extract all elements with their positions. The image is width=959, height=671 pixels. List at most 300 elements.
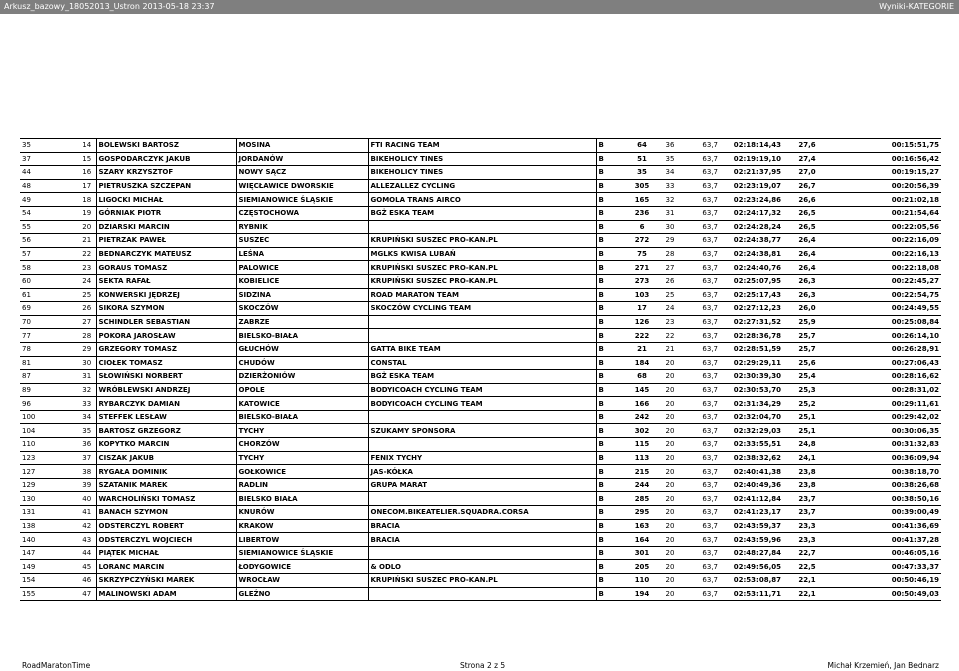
cell-diff: 00:24:49,55 — [831, 302, 941, 316]
cell-time: 02:38:32,62 — [720, 451, 783, 465]
table-row — [20, 356, 941, 370]
cell-pos: 138 — [20, 519, 78, 533]
cell-num: 41 — [78, 506, 96, 520]
cell-diff: 00:41:36,69 — [831, 519, 941, 533]
cell-dist: 63,7 — [682, 329, 720, 343]
cell-cat: B — [596, 478, 626, 492]
cell-pts: 20 — [658, 478, 682, 492]
cell-name: RYGAŁA DOMINIK — [96, 465, 236, 479]
cell-num: 39 — [78, 478, 96, 492]
cell-speed: 22,1 — [783, 587, 831, 601]
cell-team: GRUPA MARAT — [368, 478, 596, 492]
cell-time: 02:24:40,76 — [720, 261, 783, 275]
cell-speed: 25,9 — [783, 315, 831, 329]
cell-time: 02:28:51,59 — [720, 342, 783, 356]
table-row — [20, 179, 941, 193]
cell-start: 222 — [626, 329, 658, 343]
table-row — [20, 370, 941, 384]
cell-diff: 00:22:18,08 — [831, 261, 941, 275]
cell-num: 24 — [78, 274, 96, 288]
cell-diff: 00:22:45,27 — [831, 274, 941, 288]
cell-time: 02:27:12,23 — [720, 302, 783, 316]
cell-name: SKRZYPCZYŃSKI MAREK — [96, 574, 236, 588]
cell-start: 75 — [626, 247, 658, 261]
cell-team — [368, 315, 596, 329]
results-table — [20, 138, 941, 601]
cell-cat: B — [596, 342, 626, 356]
cell-start: 68 — [626, 370, 658, 384]
cell-town: BIELSKO-BIAŁA — [236, 329, 368, 343]
cell-cat: B — [596, 302, 626, 316]
cell-num: 36 — [78, 438, 96, 452]
cell-team: KRUPIŃSKI SUSZEC PRO-KAN.PL — [368, 234, 596, 248]
cell-num: 46 — [78, 574, 96, 588]
cell-team: SZUKAMY SPONSORA — [368, 424, 596, 438]
cell-town: LIBERTOW — [236, 533, 368, 547]
cell-dist: 63,7 — [682, 220, 720, 234]
cell-pos: 127 — [20, 465, 78, 479]
cell-cat: B — [596, 465, 626, 479]
cell-name: BOLEWSKI BARTOSZ — [96, 139, 236, 153]
cell-dist: 63,7 — [682, 519, 720, 533]
cell-num: 35 — [78, 424, 96, 438]
cell-town: GLEŹNO — [236, 587, 368, 601]
cell-start: 305 — [626, 179, 658, 193]
cell-diff: 00:28:16,62 — [831, 370, 941, 384]
cell-team: BRACIA — [368, 533, 596, 547]
table-row — [20, 206, 941, 220]
cell-num: 17 — [78, 179, 96, 193]
cell-diff: 00:30:06,35 — [831, 424, 941, 438]
cell-start: 194 — [626, 587, 658, 601]
cell-cat: B — [596, 179, 626, 193]
cell-speed: 25,7 — [783, 342, 831, 356]
cell-speed: 26,4 — [783, 261, 831, 275]
table-row — [20, 478, 941, 492]
table-row — [20, 342, 941, 356]
cell-dist: 63,7 — [682, 274, 720, 288]
cell-start: 6 — [626, 220, 658, 234]
cell-pos: 61 — [20, 288, 78, 302]
cell-time: 02:24:38,77 — [720, 234, 783, 248]
cell-num: 38 — [78, 465, 96, 479]
cell-name: GRZEGORY TOMASZ — [96, 342, 236, 356]
cell-name: GÓRNIAK PIOTR — [96, 206, 236, 220]
cell-dist: 63,7 — [682, 302, 720, 316]
cell-name: DZIARSKI MARCIN — [96, 220, 236, 234]
cell-town: RADLIN — [236, 478, 368, 492]
cell-dist: 63,7 — [682, 451, 720, 465]
cell-time: 02:41:23,17 — [720, 506, 783, 520]
cell-name: GORAUS TOMASZ — [96, 261, 236, 275]
cell-speed: 23,3 — [783, 533, 831, 547]
cell-time: 02:53:11,71 — [720, 587, 783, 601]
results-body — [20, 139, 941, 601]
cell-dist: 63,7 — [682, 370, 720, 384]
cell-diff: 00:22:16,13 — [831, 247, 941, 261]
cell-name: SZATANIK MAREK — [96, 478, 236, 492]
cell-team: CONSTAL — [368, 356, 596, 370]
cell-dist: 63,7 — [682, 247, 720, 261]
cell-speed: 26,5 — [783, 206, 831, 220]
cell-time: 02:25:17,43 — [720, 288, 783, 302]
cell-cat: B — [596, 506, 626, 520]
cell-town: JORDANÓW — [236, 152, 368, 166]
cell-dist: 63,7 — [682, 465, 720, 479]
cell-team: BODYICOACH CYCLING TEAM — [368, 383, 596, 397]
cell-cat: B — [596, 356, 626, 370]
cell-pts: 20 — [658, 424, 682, 438]
cell-num: 26 — [78, 302, 96, 316]
cell-pos: 55 — [20, 220, 78, 234]
cell-num: 40 — [78, 492, 96, 506]
cell-start: 35 — [626, 166, 658, 180]
cell-pts: 30 — [658, 220, 682, 234]
cell-start: 164 — [626, 533, 658, 547]
cell-pos: 48 — [20, 179, 78, 193]
cell-diff: 00:25:08,84 — [831, 315, 941, 329]
cell-name: BANACH SZYMON — [96, 506, 236, 520]
cell-team — [368, 546, 596, 560]
cell-speed: 25,1 — [783, 424, 831, 438]
cell-name: PIETRZAK PAWEŁ — [96, 234, 236, 248]
cell-num: 19 — [78, 206, 96, 220]
cell-team — [368, 492, 596, 506]
cell-town: NOWY SĄCZ — [236, 166, 368, 180]
cell-num: 22 — [78, 247, 96, 261]
cell-name: RYBARCZYK DAMIAN — [96, 397, 236, 411]
cell-start: 115 — [626, 438, 658, 452]
cell-pts: 20 — [658, 492, 682, 506]
cell-pos: 60 — [20, 274, 78, 288]
cell-cat: B — [596, 193, 626, 207]
cell-pts: 20 — [658, 451, 682, 465]
cell-start: 205 — [626, 560, 658, 574]
table-row — [20, 506, 941, 520]
cell-speed: 26,3 — [783, 274, 831, 288]
cell-dist: 63,7 — [682, 179, 720, 193]
cell-speed: 26,4 — [783, 234, 831, 248]
cell-time: 02:19:19,10 — [720, 152, 783, 166]
cell-pos: 49 — [20, 193, 78, 207]
cell-team: SKOCZÓW CYCLING TEAM — [368, 302, 596, 316]
cell-diff: 00:46:05,16 — [831, 546, 941, 560]
cell-num: 45 — [78, 560, 96, 574]
cell-team: BRACIA — [368, 519, 596, 533]
cell-diff: 00:29:42,02 — [831, 410, 941, 424]
cell-pos: 154 — [20, 574, 78, 588]
cell-diff: 00:38:18,70 — [831, 465, 941, 479]
cell-town: TYCHY — [236, 424, 368, 438]
cell-dist: 63,7 — [682, 438, 720, 452]
cell-dist: 63,7 — [682, 560, 720, 574]
cell-time: 02:28:36,78 — [720, 329, 783, 343]
cell-pos: 129 — [20, 478, 78, 492]
cell-diff: 00:20:56,39 — [831, 179, 941, 193]
cell-town: SKOCZÓW — [236, 302, 368, 316]
cell-town: RYBNIK — [236, 220, 368, 234]
cell-cat: B — [596, 288, 626, 302]
cell-pos: 155 — [20, 587, 78, 601]
table-row — [20, 247, 941, 261]
cell-pos: 58 — [20, 261, 78, 275]
cell-town: SIDZINA — [236, 288, 368, 302]
table-row — [20, 438, 941, 452]
cell-pos: 81 — [20, 356, 78, 370]
cell-start: 17 — [626, 302, 658, 316]
table-row — [20, 492, 941, 506]
cell-dist: 63,7 — [682, 206, 720, 220]
cell-cat: B — [596, 166, 626, 180]
table-row — [20, 288, 941, 302]
table-row — [20, 465, 941, 479]
cell-name: SZARY KRZYSZTOF — [96, 166, 236, 180]
table-row — [20, 166, 941, 180]
document-title: Arkusz_bazowy_18052013_Ustron 2013-05-18 23:37 — [4, 2, 215, 11]
cell-cat: B — [596, 533, 626, 547]
cell-start: 51 — [626, 152, 658, 166]
cell-speed: 25,7 — [783, 329, 831, 343]
cell-start: 165 — [626, 193, 658, 207]
cell-dist: 63,7 — [682, 383, 720, 397]
cell-pos: 56 — [20, 234, 78, 248]
cell-name: POKORA JAROSŁAW — [96, 329, 236, 343]
cell-speed: 25,6 — [783, 356, 831, 370]
cell-pos: 77 — [20, 329, 78, 343]
cell-speed: 26,5 — [783, 220, 831, 234]
cell-time: 02:30:39,30 — [720, 370, 783, 384]
cell-num: 23 — [78, 261, 96, 275]
cell-num: 47 — [78, 587, 96, 601]
cell-name: SIKORA SZYMON — [96, 302, 236, 316]
cell-cat: B — [596, 220, 626, 234]
cell-pts: 27 — [658, 261, 682, 275]
cell-town: KATOWICE — [236, 397, 368, 411]
cell-pts: 23 — [658, 315, 682, 329]
cell-time: 02:48:27,84 — [720, 546, 783, 560]
cell-team: BGŻ ESKA TEAM — [368, 370, 596, 384]
cell-time: 02:53:08,87 — [720, 574, 783, 588]
cell-cat: B — [596, 438, 626, 452]
cell-start: 103 — [626, 288, 658, 302]
table-row — [20, 152, 941, 166]
cell-speed: 24,8 — [783, 438, 831, 452]
cell-town: BIELSKO BIAŁA — [236, 492, 368, 506]
cell-team — [368, 438, 596, 452]
cell-pts: 20 — [658, 506, 682, 520]
cell-pos: 130 — [20, 492, 78, 506]
cell-town: ŁODYGOWICE — [236, 560, 368, 574]
cell-time: 02:40:49,36 — [720, 478, 783, 492]
cell-diff: 00:50:49,03 — [831, 587, 941, 601]
cell-speed: 26,7 — [783, 179, 831, 193]
cell-cat: B — [596, 370, 626, 384]
cell-diff: 00:41:37,28 — [831, 533, 941, 547]
cell-time: 02:23:24,86 — [720, 193, 783, 207]
cell-pos: 140 — [20, 533, 78, 547]
cell-dist: 63,7 — [682, 506, 720, 520]
cell-pts: 24 — [658, 302, 682, 316]
cell-speed: 23,3 — [783, 519, 831, 533]
cell-pts: 21 — [658, 342, 682, 356]
cell-pos: 104 — [20, 424, 78, 438]
cell-town: KRAKOW — [236, 519, 368, 533]
cell-pts: 32 — [658, 193, 682, 207]
cell-pts: 20 — [658, 519, 682, 533]
cell-start: 301 — [626, 546, 658, 560]
cell-team — [368, 329, 596, 343]
cell-start: 242 — [626, 410, 658, 424]
cell-pos: 35 — [20, 139, 78, 153]
cell-speed: 24,1 — [783, 451, 831, 465]
cell-dist: 63,7 — [682, 546, 720, 560]
cell-speed: 23,7 — [783, 506, 831, 520]
cell-dist: 63,7 — [682, 139, 720, 153]
cell-name: SEKTA RAFAŁ — [96, 274, 236, 288]
cell-num: 27 — [78, 315, 96, 329]
cell-diff: 00:22:16,09 — [831, 234, 941, 248]
cell-start: 110 — [626, 574, 658, 588]
cell-cat: B — [596, 546, 626, 560]
cell-start: 302 — [626, 424, 658, 438]
cell-name: STEFFEK LESŁAW — [96, 410, 236, 424]
cell-pts: 20 — [658, 383, 682, 397]
cell-team — [368, 220, 596, 234]
cell-dist: 63,7 — [682, 356, 720, 370]
cell-town: WROCŁAW — [236, 574, 368, 588]
cell-town: GŁUCHÓW — [236, 342, 368, 356]
cell-pos: 57 — [20, 247, 78, 261]
cell-team: BODYICOACH CYCLING TEAM — [368, 397, 596, 411]
cell-speed: 25,2 — [783, 397, 831, 411]
table-row — [20, 574, 941, 588]
cell-name: LIGOCKI MICHAŁ — [96, 193, 236, 207]
cell-time: 02:25:07,95 — [720, 274, 783, 288]
cell-num: 32 — [78, 383, 96, 397]
cell-dist: 63,7 — [682, 574, 720, 588]
cell-start: 145 — [626, 383, 658, 397]
cell-num: 34 — [78, 410, 96, 424]
cell-start: 273 — [626, 274, 658, 288]
cell-name: WRÓBLEWSKI ANDRZEJ — [96, 383, 236, 397]
cell-pts: 20 — [658, 533, 682, 547]
cell-dist: 63,7 — [682, 492, 720, 506]
cell-speed: 26,4 — [783, 247, 831, 261]
cell-pts: 20 — [658, 356, 682, 370]
cell-team — [368, 410, 596, 424]
table-row — [20, 546, 941, 560]
cell-time: 02:43:59,37 — [720, 519, 783, 533]
cell-cat: B — [596, 247, 626, 261]
cell-time: 02:24:17,32 — [720, 206, 783, 220]
table-row — [20, 519, 941, 533]
cell-dist: 63,7 — [682, 478, 720, 492]
cell-dist: 63,7 — [682, 193, 720, 207]
cell-diff: 00:27:06,43 — [831, 356, 941, 370]
cell-town: SIEMIANOWICE ŚLĄSKIE — [236, 193, 368, 207]
cell-town: DZIERŻONIÓW — [236, 370, 368, 384]
cell-dist: 63,7 — [682, 533, 720, 547]
cell-time: 02:31:34,29 — [720, 397, 783, 411]
table-row — [20, 193, 941, 207]
cell-team: KRUPIŃSKI SUSZEC PRO-KAN.PL — [368, 261, 596, 275]
cell-diff: 00:21:02,18 — [831, 193, 941, 207]
cell-cat: B — [596, 261, 626, 275]
cell-diff: 00:38:50,16 — [831, 492, 941, 506]
cell-pos: 78 — [20, 342, 78, 356]
cell-pos: 123 — [20, 451, 78, 465]
cell-town: LEŚNA — [236, 247, 368, 261]
cell-name: PIETRUSZKA SZCZEPAN — [96, 179, 236, 193]
cell-diff: 00:21:54,64 — [831, 206, 941, 220]
cell-diff: 00:15:51,75 — [831, 139, 941, 153]
cell-team: MGLKS KWISA LUBAŃ — [368, 247, 596, 261]
cell-start: 295 — [626, 506, 658, 520]
cell-town: KNURÓW — [236, 506, 368, 520]
cell-pts: 20 — [658, 560, 682, 574]
cell-start: 163 — [626, 519, 658, 533]
table-row — [20, 234, 941, 248]
cell-start: 113 — [626, 451, 658, 465]
cell-town: CHUDÓW — [236, 356, 368, 370]
cell-town: CZĘSTOCHOWA — [236, 206, 368, 220]
cell-town: CHORZÓW — [236, 438, 368, 452]
cell-name: ODSTERCZYL WOJCIECH — [96, 533, 236, 547]
cell-start: 184 — [626, 356, 658, 370]
cell-start: 215 — [626, 465, 658, 479]
cell-pts: 25 — [658, 288, 682, 302]
cell-pts: 29 — [658, 234, 682, 248]
table-row — [20, 383, 941, 397]
cell-name: SŁOWIŃSKI NORBERT — [96, 370, 236, 384]
table-row — [20, 302, 941, 316]
table-row — [20, 139, 941, 153]
cell-start: 126 — [626, 315, 658, 329]
cell-pos: 110 — [20, 438, 78, 452]
table-row — [20, 220, 941, 234]
cell-pts: 36 — [658, 139, 682, 153]
cell-name: ODSTERCZYL ROBERT — [96, 519, 236, 533]
cell-dist: 63,7 — [682, 410, 720, 424]
cell-diff: 00:29:11,61 — [831, 397, 941, 411]
cell-speed: 23,8 — [783, 465, 831, 479]
cell-start: 244 — [626, 478, 658, 492]
cell-pts: 20 — [658, 397, 682, 411]
cell-town: GOŁKOWICE — [236, 465, 368, 479]
cell-dist: 63,7 — [682, 152, 720, 166]
cell-pts: 34 — [658, 166, 682, 180]
cell-time: 02:32:04,70 — [720, 410, 783, 424]
cell-dist: 63,7 — [682, 397, 720, 411]
cell-team: FTI RACING TEAM — [368, 139, 596, 153]
cell-pts: 20 — [658, 438, 682, 452]
cell-pos: 87 — [20, 370, 78, 384]
cell-diff: 00:16:56,42 — [831, 152, 941, 166]
cell-team: BIKEHOLICY TINES — [368, 152, 596, 166]
cell-town: WIĘCŁAWICE DWORSKIE — [236, 179, 368, 193]
cell-speed: 22,5 — [783, 560, 831, 574]
cell-diff: 00:22:05,56 — [831, 220, 941, 234]
cell-town: ZABRZE — [236, 315, 368, 329]
cell-num: 33 — [78, 397, 96, 411]
cell-diff: 00:19:15,27 — [831, 166, 941, 180]
cell-team: GOMOLA TRANS AIRCO — [368, 193, 596, 207]
cell-time: 02:21:37,95 — [720, 166, 783, 180]
report-title: Wyniki-KATEGORIE — [879, 2, 954, 11]
cell-pts: 20 — [658, 370, 682, 384]
cell-cat: B — [596, 560, 626, 574]
cell-pts: 26 — [658, 274, 682, 288]
